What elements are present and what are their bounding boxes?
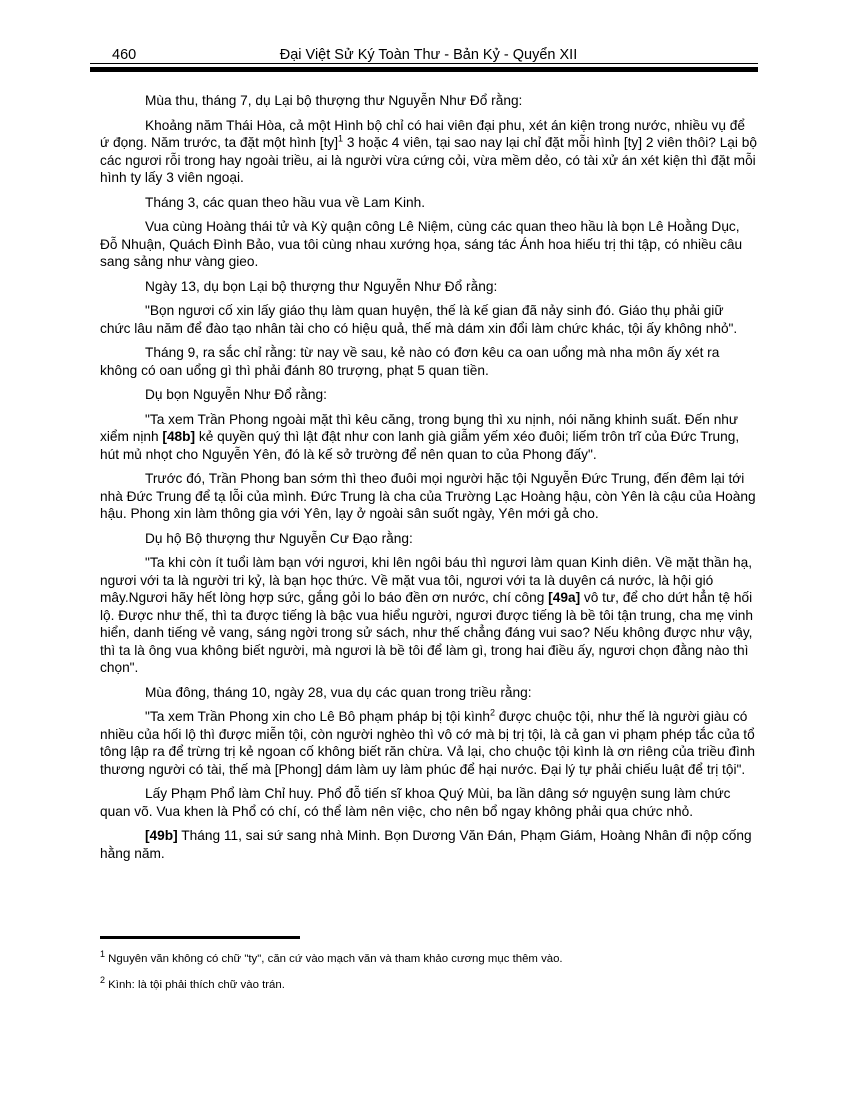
footnote: [100, 974, 757, 992]
text-segment: "Ta xem Trần Phong ngoài mặt thì kêu căng, trong bụng thì xu nịnh, nói năng khinh suất. Đến như xiểm nịnh: [100, 411, 739, 444]
text-segment: Tháng 3, các quan theo hầu vua về Lam Kinh.: [145, 194, 426, 210]
text-segment: Ngày 13, dụ bọn Lại bộ thượng thư Nguyễn Như Đổ rằng:: [145, 278, 498, 294]
text-segment: Trước đó, Trần Phong ban sớm thì theo đuôi mọi người hặc tội Nguyễn Đức Trung, đến đêm lại tới nhà Đức Trung để tạ lỗi của mình. Đức Trung là cha của Trường Lạc Hoàng hậu, còn Yên là cậu của Hoàng hậu. Phong xin làm thông gia với Yên, lạy ở ngoài sân suốt ngày, Yên mới gả cho.: [100, 471, 756, 521]
header-rule-thick: [90, 67, 758, 72]
footnotes-list: [100, 948, 757, 992]
text-segment: 3 hoặc 4 viên, tại sao nay lại chỉ đặt mỗi hình [ty] 2 viên thôi? Lại bộ các ngươi rỗi trong hay ngoài triều, ai là người vừa cứng cỏi, vừa mềm dẻo, có tài xử án xét kiện thì đặt mỗi hình ty lấy 3 viên ngoại.: [100, 135, 757, 185]
text-segment: "Ta xem Trần Phong xin cho Lê Bô phạm pháp bị tội kình: [145, 709, 490, 724]
text-segment: Kình: là tội phải thích chữ vào trán.: [105, 978, 285, 991]
paragraph: [100, 278, 757, 296]
paragraph: [100, 684, 757, 702]
text-segment: Mùa thu, tháng 7, dụ Lại bộ thượng thư Nguyễn Như Đổ rằng:: [145, 93, 523, 108]
text-segment: "Ta khi còn ít tuổi làm bạn với ngươi, khi lên ngôi báu thì ngươi làm quan Kinh diên. Về mặt thần hạ, ngươi với ta là người tri kỷ, là bạn học thức. Về mặt vua tôi, ngươi với ta là duyên cá nước, là hội gió mây.Ngươi hãy hết lòng hợp sức, gắng gỏi lo báo đền ơn nước, chí công: [100, 555, 753, 605]
text-segment: được chuộc tội, như thế là người giàu có nhiều của hối lộ thì được miễn tội, còn người nghèo thì vô cớ mà bị trị tội, là cả gan vi phạm phép tắc của tổ tông lập ra để trừng trị kẻ ngoan cố không biết răn chừa. Vả lại, cho chuộc tội kình là ơn riêng của triều đình thương người có tài, thế mà [Phong] dám làm uy làm phúc để hại nước. Đại lý tự phải chiếu luật để trị tội".: [100, 709, 756, 777]
paragraph: [100, 708, 757, 778]
footnote-ref: 2: [100, 974, 106, 985]
paragraph: [100, 117, 757, 187]
footnote-ref: 2: [489, 707, 495, 718]
footnote-ref: 1: [100, 948, 106, 959]
text-segment: Nguyên văn không có chữ "ty", căn cứ vào mạch văn và tham khảo cương mục thêm vào.: [105, 952, 563, 965]
header-title: Đại Việt Sử Ký Toàn Thư - Bản Kỷ - Quyển XII: [279, 47, 578, 63]
text-segment: Mùa đông, tháng 10, ngày 28, vua dụ các quan trong triều rằng:: [145, 684, 532, 700]
text-segment: Tháng 11, sai sứ sang nhà Minh. Bọn Dương Văn Đán, Phạm Giám, Hoàng Nhân đi nộp cống hằng năm.: [100, 828, 752, 861]
text-segment: Lấy Phạm Phổ làm Chỉ huy. Phổ đỗ tiến sĩ khoa Quý Mùi, ba lần dâng sớ nguyện sung làm chức quan võ. Vua khen là Phổ có chí, có thể làm nên việc, cho nên bổ ngay không phải qua chức nhỏ.: [100, 786, 731, 819]
header-rule-thin: [90, 63, 758, 64]
paragraph: [100, 194, 757, 212]
text-segment: Dụ bọn Nguyễn Như Đổ rằng:: [145, 387, 327, 402]
text-segment: Khoảng năm Thái Hòa, cả một Hình bộ chỉ có hai viên đại phu, xét án kiện trong nước, nhiều vụ để ứ đọng. Năm trước, ta đặt một hình [ty]: [100, 117, 745, 150]
text-segment: Vua cùng Hoàng thái tử và Kỳ quận công Lê Niệm, cùng các quan theo hầu là bọn Lê Hoằng Dục, Đỗ Nhuận, Quách Đình Bảo, vua tôi cùng nhau xướng họa, sáng tác Ánh hoa hiếu trị thi tập, có nhiều câu sang sảng như vàng gieo.: [100, 219, 743, 269]
paragraph: [100, 554, 757, 677]
footnote-ref: 1: [338, 133, 344, 144]
paragraph: [100, 411, 757, 464]
paragraph: [100, 344, 757, 379]
text-segment: vô tư, để cho dứt hẳn tệ hối lộ. Được như thế, thì ta được tiếng là bậc vua hiểu người, ngươi được tiếng là bề tôi tận trung, cha mẹ vinh hiển, danh tiếng vẻ vang, sáng ngời trong sử sách, như thế chẳng đáng vui sao? Nếu không được như vậy, thì ta là ông vua không biết người, mà ngươi là bề tôi để làm gì, trong hai điều ấy, ngươi chọn đằng nào thì chọn".: [100, 590, 754, 675]
folio-marker: [49b]: [145, 828, 178, 843]
footnote: [100, 948, 757, 966]
paragraph: [100, 785, 757, 820]
paragraph: [100, 218, 757, 271]
paragraph: [100, 530, 757, 548]
paragraph: [100, 386, 757, 404]
folio-marker: [48b]: [162, 429, 196, 444]
text-segment: Dụ hộ Bộ thượng thư Nguyễn Cư Đạo rằng:: [145, 530, 413, 546]
paragraph: [100, 827, 757, 862]
text-segment: kẻ quyền quý thì lật đật như con lanh già giẫm yếm xéo đuôi; liếm trôn trĩ của Đức Trung, hút mủ nhọt cho Nguyễn Yên, đó là kế sở trường để nên quan to của Phong đấy".: [100, 429, 740, 462]
footnotes-section: [100, 936, 757, 1004]
footnote-separator-rule: [100, 936, 300, 939]
page-number: 460: [112, 47, 137, 63]
document-body: [100, 92, 757, 869]
text-segment: "Bọn ngươi cố xin lấy giáo thụ làm quan huyện, thế là kế gian đã nảy sinh đó. Giáo thụ phải giữ chức lâu năm để đào tạo nhân tài cho có hiệu quả, thế mà dám xin đổi làm chức khác, tội ấy không nhỏ".: [100, 303, 738, 336]
text-segment: Tháng 9, ra sắc chỉ rằng: từ nay về sau, kẻ nào có đơn kêu ca oan uổng mà nha môn ấy xét ra không có oan uổng gì thì phải đánh 80 trượng, phạt 5 quan tiền.: [100, 345, 720, 378]
paragraph: [100, 302, 757, 337]
folio-marker: [49a]: [548, 590, 581, 605]
paragraph: [100, 92, 757, 110]
paragraph: [100, 470, 757, 523]
